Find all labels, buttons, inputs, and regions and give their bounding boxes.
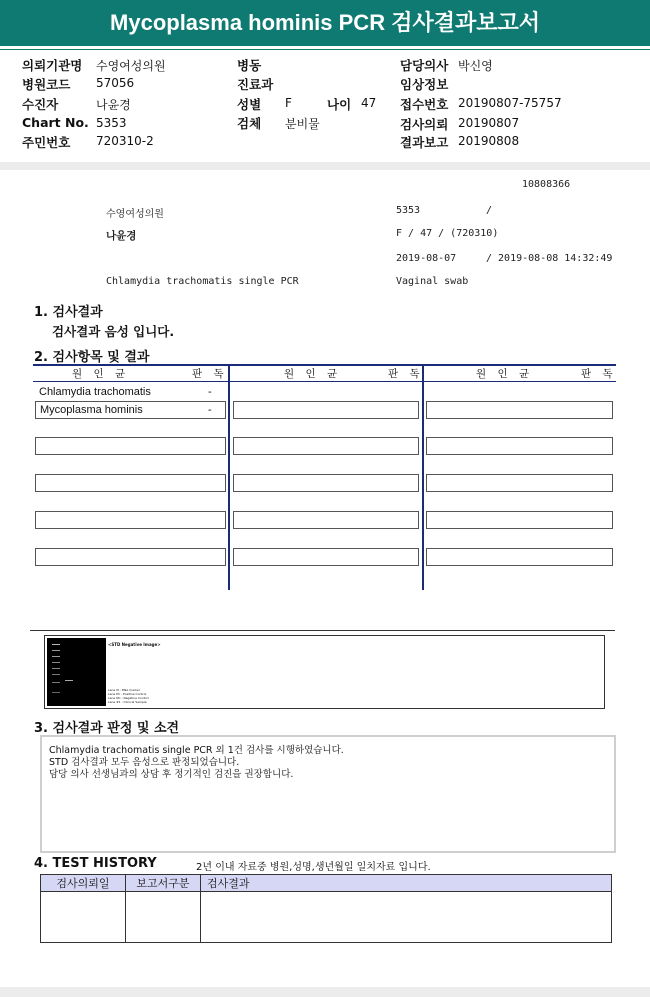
- table-divider-1: [228, 364, 230, 590]
- history-col-result: 검사결과: [201, 875, 612, 892]
- doctor-label: 담당의사: [400, 58, 449, 73]
- gel-image: [47, 638, 106, 706]
- history-col-type: 보고서구분: [126, 875, 201, 892]
- empty-row: [426, 474, 613, 492]
- section3-heading: 3. 검사결과 판정 및 소견: [34, 721, 180, 736]
- empty-row: [233, 511, 419, 529]
- comment-line: Chlamydia trachomatis single PCR 외 1건 검사를 시행하였습니다.: [49, 745, 344, 756]
- request-value: 20190807: [458, 116, 520, 130]
- patient-value: 나윤경: [96, 98, 131, 112]
- label-test-name: Chlamydia trachomatis single PCR: [106, 276, 299, 287]
- clinical-label: 임상정보: [400, 77, 449, 92]
- empty-row: [426, 437, 613, 455]
- table-divider-2: [422, 364, 424, 590]
- gel-legend: Lane #1 : Clinical Sample: [108, 700, 147, 704]
- comment-line: STD 검사결과 모두 음성으로 판정되었습니다.: [49, 757, 240, 768]
- label-date-request: 2019-08-07: [396, 253, 457, 264]
- col-pathogen-3: 원 인 균: [476, 368, 534, 380]
- age-value: 47: [361, 96, 377, 110]
- comment-box: [40, 735, 616, 853]
- footer-band: [0, 987, 650, 997]
- doctor-value: 박신영: [458, 59, 493, 73]
- gel-legend: Lane NC : Negative Control: [108, 696, 149, 700]
- specimen-value: 분비물: [285, 117, 320, 131]
- pathogen-name: Chlamydia trachomatis: [39, 386, 151, 398]
- section4-heading: 4. TEST HISTORY: [34, 856, 157, 871]
- col-pathogen-1: 원 인 균: [72, 368, 130, 380]
- dept-label: 진료과: [237, 77, 274, 92]
- col-judgement-2: 판 독: [388, 368, 424, 380]
- receipt-value: 20190807-75757: [458, 96, 562, 110]
- empty-row: [233, 437, 419, 455]
- receipt-label: 접수번호: [400, 97, 449, 112]
- empty-row: [426, 401, 613, 419]
- chart-label: Chart No.: [22, 115, 89, 130]
- result-row: [35, 401, 226, 419]
- chart-value: 5353: [96, 116, 127, 130]
- hospital-value: 수영여성의원: [96, 59, 166, 73]
- gel-caption: <STD Negative Image>: [108, 642, 161, 647]
- col-pathogen-2: 원 인 균: [284, 368, 342, 380]
- empty-row: [233, 474, 419, 492]
- patient-label: 수진자: [22, 97, 59, 112]
- label-patient: 나윤경: [106, 230, 137, 242]
- history-cell: [201, 892, 612, 943]
- rrn-value: 720310-2: [96, 134, 154, 148]
- comment-line: 담당 의사 선생님과의 상담 후 정기적인 검진을 권장합니다.: [49, 769, 294, 780]
- empty-row: [35, 437, 226, 455]
- section2-heading: 2. 검사항목 및 결과: [34, 350, 150, 365]
- empty-row: [426, 511, 613, 529]
- col-judgement-3: 판 독: [581, 368, 617, 380]
- pathogen-name: Mycoplasma hominis: [40, 404, 143, 416]
- empty-row: [233, 401, 419, 419]
- empty-row: [35, 511, 226, 529]
- pathogen-result: -: [208, 386, 212, 398]
- label-hospital: 수영여성의원: [106, 209, 164, 220]
- report-value: 20190808: [458, 134, 520, 148]
- sex-value: F: [285, 96, 292, 110]
- empty-row: [233, 548, 419, 566]
- col-judgement-1: 판 독: [192, 368, 228, 380]
- pathogen-result: -: [208, 404, 212, 416]
- gel-legend: Lane PC : Positive Control: [108, 692, 147, 696]
- empty-row: [426, 548, 613, 566]
- request-label: 검사의뢰: [400, 117, 449, 132]
- label-sex-age: F / 47 / (720310): [396, 228, 499, 239]
- label-slash: /: [486, 205, 493, 216]
- history-col-date: 검사의뢰일: [41, 875, 126, 892]
- gel-image-panel: [44, 635, 605, 709]
- age-label: 나이: [327, 97, 352, 112]
- history-cell: [41, 892, 126, 943]
- history-table: [40, 874, 612, 943]
- code-value: 57056: [96, 76, 135, 90]
- result-summary: 검사결과 음성 입니다.: [52, 324, 175, 339]
- gel-legend: Lane M : DNA marker: [108, 688, 140, 692]
- label-specimen: Vaginal swab: [396, 276, 469, 287]
- ward-label: 병동: [237, 58, 262, 73]
- history-cell: [126, 892, 201, 943]
- label-date-report: / 2019-08-08 14:32:49: [486, 253, 613, 264]
- rrn-label: 주민번호: [22, 135, 71, 150]
- report-title: Mycoplasma hominis PCR 검사결과보고서: [0, 0, 650, 49]
- hospital-label: 의뢰기관명: [22, 58, 83, 73]
- label-id: 10808366: [522, 179, 571, 190]
- empty-row: [35, 548, 226, 566]
- report-label: 결과보고: [400, 135, 449, 150]
- empty-row: [35, 474, 226, 492]
- section1-heading: 1. 검사결과: [34, 305, 103, 320]
- image-divider: [30, 630, 615, 631]
- label-chart: 5353: [396, 205, 421, 216]
- code-label: 병원코드: [22, 77, 71, 92]
- header-divider: [0, 162, 650, 170]
- table-header-rule: [33, 381, 616, 382]
- sex-label: 성별: [237, 97, 262, 112]
- history-note: 2년 이내 자료중 병원,성명,생년월일 일치자료 입니다.: [196, 862, 431, 873]
- specimen-label: 검체: [237, 116, 262, 131]
